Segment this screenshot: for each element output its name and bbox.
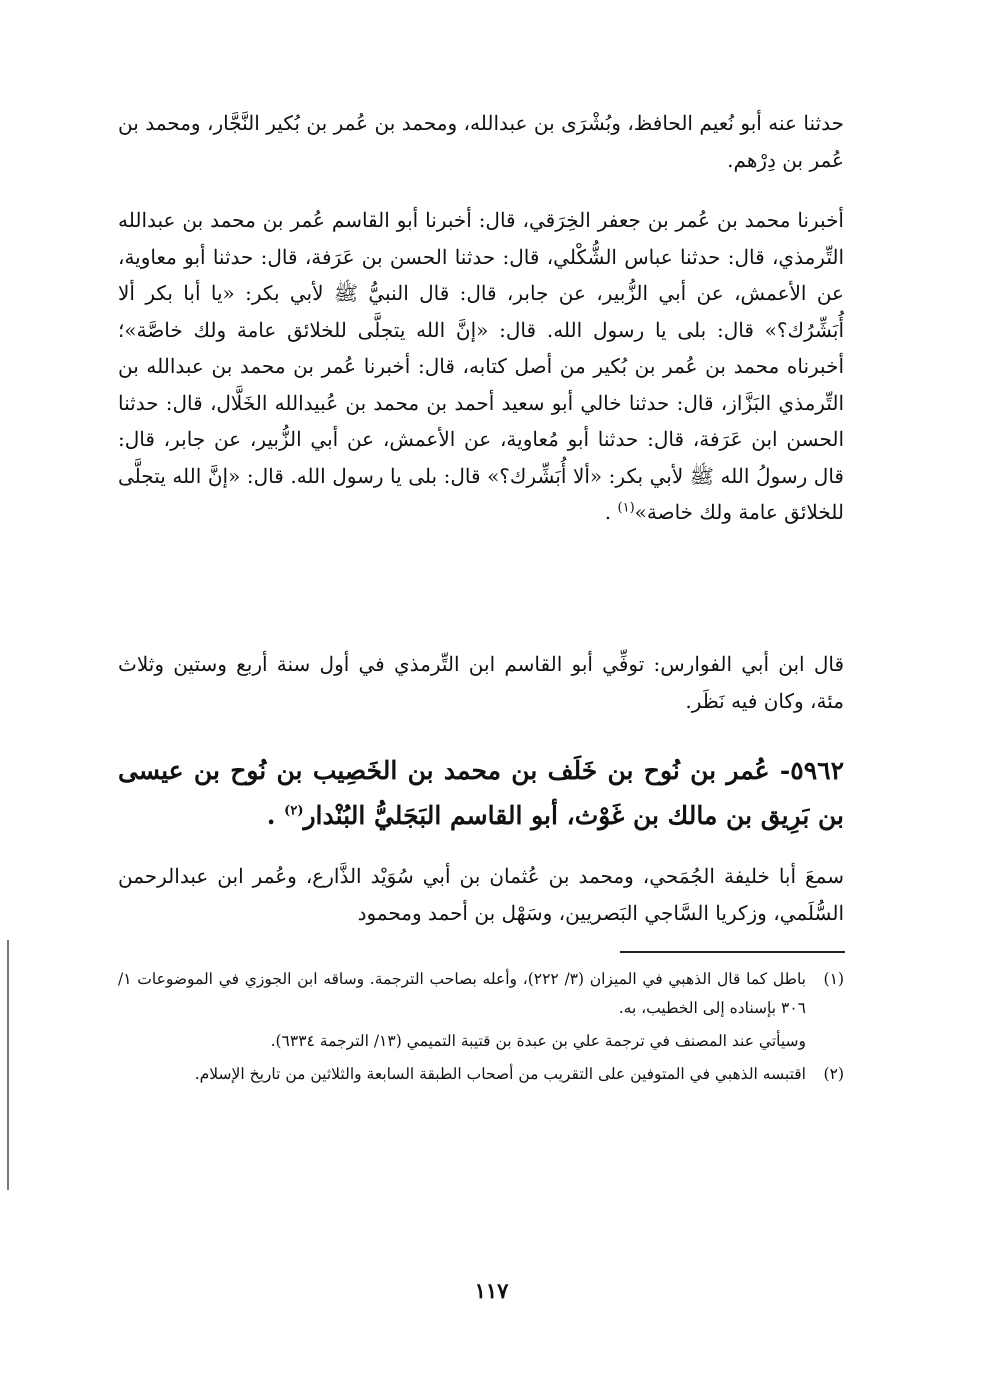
- footnotes: [118, 965, 844, 1093]
- paragraph-end: .: [604, 500, 618, 524]
- heading-text: ٥٩٦٢- عُمر بن نُوح بن خَلَف بن محمد بن الخَصِيب بن نُوح بن عيسى بن بَرِيق بن مالك بن غَوْث، أبو القاسم البَجَليُّ البُنْدار: [118, 756, 844, 830]
- footnote-text: اقتبسه الذهبي في المتوفين على التقريب من أصحاب الطبقة السابعة والثلاثين من تاريخ الإسلام.: [194, 1065, 806, 1083]
- paragraph-death-note: [118, 646, 844, 719]
- footnote-ref-1[interactable]: (١): [617, 500, 635, 516]
- paragraph-hadith: [118, 202, 844, 531]
- footnote-text: باطل كما قال الذهبي في الميزان (٣/ ٢٢٢)، وأعله بصاحب الترجمة. وساقه ابن الجوزي في الموضوعات ١/ ٣٠٦ بإسناده إلى الخطيب، به.: [118, 970, 806, 1017]
- footnote-1: [118, 965, 844, 1023]
- paragraph-text: قال ابن أبي الفوارس: توفِّي أبو القاسم ابن التِّرمذي في أول سنة أربع وستين وثلاث مئة، وكان فيه نَظَر.: [118, 652, 844, 713]
- footnote-ref-2[interactable]: (٢): [284, 803, 304, 819]
- footnote-number: (١): [823, 970, 844, 988]
- paragraph-text: سمعَ أبا خليفة الجُمَحي، ومحمد بن عُثمان بن أبي سُوَيْد الذَّارع، وعُمر ابن عبدالرحمن السُّلَمي، وزكريا السَّاجي البَصريين، وسَهْل بن أحمد ومحمود: [118, 864, 844, 925]
- footnote-divider: [620, 951, 845, 953]
- biography-heading: [118, 748, 844, 838]
- paragraph-teachers: [118, 858, 844, 931]
- paragraph-text: حدثنا عنه أبو نُعيم الحافظ، وبُشْرَى بن عبدالله، ومحمد بن عُمر بن بُكير النَّجَّار، ومحمد بن عُمر بن دِرْهم.: [118, 111, 844, 172]
- footnote-2: [118, 1060, 844, 1089]
- paragraph-narrators: [118, 105, 844, 178]
- footnote-continuation: وسيأتي عند المصنف في ترجمة علي بن عبدة بن قتيبة التميمي (١٣/ الترجمة ٦٣٣٤).: [270, 1032, 806, 1050]
- heading-end: .: [266, 801, 285, 830]
- footnote-number: (٢): [823, 1065, 844, 1083]
- page-number: ١١٧: [474, 1278, 509, 1303]
- scan-margin-line: [7, 940, 9, 1190]
- paragraph-text: أخبرنا محمد بن عُمر بن جعفر الخِرَقي، قال: أخبرنا أبو القاسم عُمر بن محمد بن عبدالله التِّرمذي، قال: حدثنا عباس الشُّكْلي، قال: حدثنا الحسن بن عَرَفة، قال: حدثنا أبو معاوية، عن الأعمش، عن أبي الزُّبير، عن جابر، قال: قال النبيُّ ﷺ لأبي بكر: «يا أبا بكر ألا أُبَشِّرُك؟» قال: بلى يا رسول الله. قال: «إنَّ الله يتجلَّى للخلائق عامة ولك خاصَّة»؛ أخبرناه محمد بن عُمر بن بُكير من أصل كتابه، قال: أخبرنا عُمر بن محمد بن عبدالله بن التِّرمذي البَزَّاز، قال: حدثنا خالي أبو سعيد أحمد بن محمد بن عُبيدالله الخَلَّال، قال: حدثنا الحسن ابن عَرَفة، قال: حدثنا أبو مُعاوية، عن الأعمش، عن أبي الزُّبير، عن جابر، قال: قال رسولُ الله ﷺ لأبي بكر: «ألا أُبَشِّرك؟» قال: بلى يا رسول الله. قال: «إنَّ الله يتجلَّى للخلائق عامة ولك خاصة»: [118, 208, 844, 524]
